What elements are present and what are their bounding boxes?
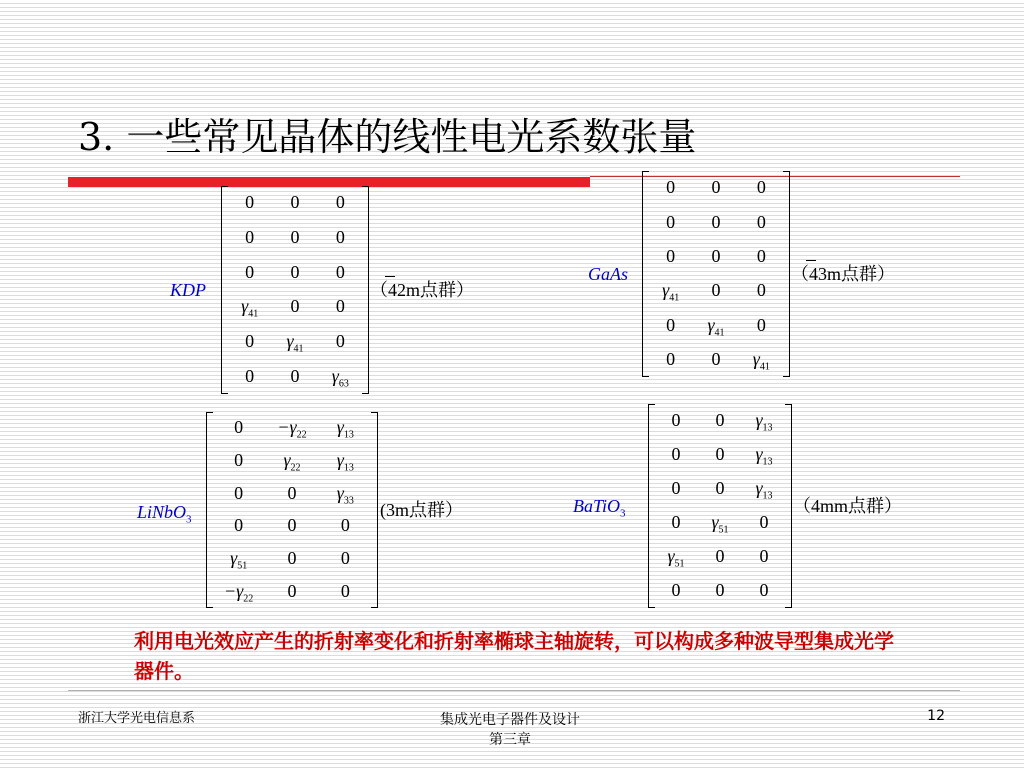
matrix-cell: 0 <box>245 192 255 213</box>
matrix-cell: 0 <box>290 365 300 386</box>
bracket-serif <box>362 393 368 394</box>
bracket-serif <box>649 404 655 405</box>
matrix-cell: $\gamma_{13}$ <box>336 417 354 441</box>
explanatory-note: 利用电光效应产生的折射率变化和折射率椭球主轴旋转，可以构成多种波导型集成光学器件。 <box>134 629 894 683</box>
matrix-linbo3 <box>206 412 378 608</box>
bracket-serif <box>783 171 789 172</box>
matrix-cell: 0 <box>756 280 766 301</box>
matrix-cell: 0 <box>245 227 255 247</box>
matrix-cell: $\gamma_{33}$ <box>336 482 354 507</box>
matrix-cell: 0 <box>756 177 766 198</box>
matrix-cell: 0 <box>234 515 244 536</box>
matrix-cell: 0 <box>759 546 769 566</box>
matrix-gaas <box>642 171 790 377</box>
bracket-serif <box>785 404 791 405</box>
matrix-cell: 0 <box>715 444 725 464</box>
matrix-cell: 0 <box>666 245 676 266</box>
slide-title: 3. 一些常见晶体的线性电光系数张量 <box>78 115 697 159</box>
matrix-cell: 0 <box>759 580 769 600</box>
matrix-cell: 0 <box>335 296 345 317</box>
matrix-cell: 0 <box>245 365 255 386</box>
matrix-cell: 0 <box>335 331 345 351</box>
matrix-label-gaas: GaAs <box>588 264 628 284</box>
matrix-cell: 0 <box>756 314 766 335</box>
matrix-cell: $\gamma_{41}$ <box>752 348 770 373</box>
matrix-cell: 0 <box>715 546 725 566</box>
matrix-cell: 0 <box>287 548 297 568</box>
point-group-kdp: （42m点群） <box>370 280 475 300</box>
matrix-cell: 0 <box>340 515 350 536</box>
bracket-serif <box>643 171 649 172</box>
matrix-cell: 0 <box>335 227 345 247</box>
matrix-label-batio3: BaTiO$_3$ <box>573 496 626 520</box>
matrix-cell: 0 <box>245 331 255 351</box>
matrix-cell: 0 <box>287 482 297 503</box>
page-number: 12 <box>927 708 945 724</box>
matrix-cell: 0 <box>340 548 350 568</box>
matrix-cell: $\gamma_{41}$ <box>662 280 680 304</box>
matrix-cell: 0 <box>234 482 244 503</box>
matrix-cell: 0 <box>671 580 681 600</box>
matrix-label-linbo3: LiNbO$_3$ <box>137 502 192 526</box>
matrix-cell: 0 <box>715 580 725 600</box>
bracket-serif <box>362 186 368 187</box>
footer-divider <box>68 690 960 691</box>
bracket-serif <box>785 607 791 608</box>
matrix-cell: 0 <box>340 580 350 601</box>
matrix-cell: 0 <box>335 261 345 282</box>
point-group-batio3: （4mm点群） <box>793 496 903 516</box>
matrix-cell: $\gamma_{13}$ <box>755 410 773 434</box>
overbar-gaas <box>806 260 816 261</box>
bracket-serif <box>783 376 789 377</box>
point-group-linbo3: (3m点群） <box>380 500 463 520</box>
matrix-cell: 0 <box>666 314 676 335</box>
footer-department: 浙江大学光电信息系 <box>78 711 196 726</box>
matrix-cell: 0 <box>234 450 244 470</box>
matrix-cell: $\gamma_{13}$ <box>755 444 773 468</box>
bracket-serif <box>207 412 213 413</box>
matrix-cell: 0 <box>711 348 721 369</box>
matrix-cell: 0 <box>666 348 676 369</box>
matrix-cell: $\gamma_{41}$ <box>241 296 259 320</box>
matrix-batio3 <box>648 404 792 608</box>
matrix-cell: $\gamma_{22}$ <box>283 450 301 474</box>
bracket-serif <box>222 186 228 187</box>
matrix-cell: 0 <box>711 211 721 232</box>
bracket-serif <box>371 607 377 608</box>
overbar-kdp <box>385 276 395 277</box>
matrix-cell: 0 <box>671 478 681 498</box>
matrix-cell: 0 <box>287 515 297 536</box>
matrix-cell: 0 <box>671 512 681 532</box>
bracket-serif <box>643 376 649 377</box>
matrix-cell: $-\gamma_{22}$ <box>224 580 254 605</box>
matrix-cell: 0 <box>290 261 300 282</box>
bracket-serif <box>371 412 377 413</box>
matrix-cell: 0 <box>711 280 721 301</box>
matrix-cell: 0 <box>671 410 681 430</box>
matrix-cell: 0 <box>287 580 297 601</box>
bracket-serif <box>207 607 213 608</box>
matrix-cell: 0 <box>711 177 721 198</box>
bracket-serif <box>649 607 655 608</box>
matrix-cell: 0 <box>715 410 725 430</box>
matrix-cell: 0 <box>335 192 345 213</box>
matrix-cell: 0 <box>290 192 300 213</box>
matrix-cell: 0 <box>715 478 725 498</box>
matrix-cell: $\gamma_{41}$ <box>286 331 304 355</box>
footer-course-title: 集成光电子器件及设计 <box>440 712 580 728</box>
matrix-cell: 0 <box>711 245 721 266</box>
matrix-cell: 0 <box>666 211 676 232</box>
matrix-cell: $-\gamma_{22}$ <box>277 417 307 441</box>
bracket-serif <box>222 393 228 394</box>
matrix-cell: $\gamma_{51}$ <box>711 512 729 536</box>
matrix-cell: 0 <box>666 177 676 198</box>
matrix-cell: 0 <box>290 227 300 247</box>
matrix-cell: 0 <box>756 211 766 232</box>
matrix-cell: $\gamma_{63}$ <box>331 365 349 390</box>
matrix-cell: $\gamma_{51}$ <box>667 546 685 570</box>
matrix-cell: $\gamma_{41}$ <box>707 314 725 339</box>
footer-course <box>380 710 640 750</box>
matrix-cell: 0 <box>245 261 255 282</box>
matrix-label-kdp: KDP <box>170 280 206 300</box>
matrix-cell: 0 <box>756 245 766 266</box>
matrix-cell: $\gamma_{51}$ <box>230 548 248 572</box>
footer-chapter: 第三章 <box>489 732 531 748</box>
matrix-cell: $\gamma_{13}$ <box>755 478 773 502</box>
matrix-cell: 0 <box>290 296 300 317</box>
matrix-cell: 0 <box>234 417 244 438</box>
matrix-kdp <box>221 186 369 394</box>
point-group-gaas: （43m点群） <box>791 264 896 284</box>
matrix-cell: $\gamma_{13}$ <box>336 450 354 474</box>
matrix-cell: 0 <box>671 444 681 464</box>
matrix-cell: 0 <box>759 512 769 532</box>
